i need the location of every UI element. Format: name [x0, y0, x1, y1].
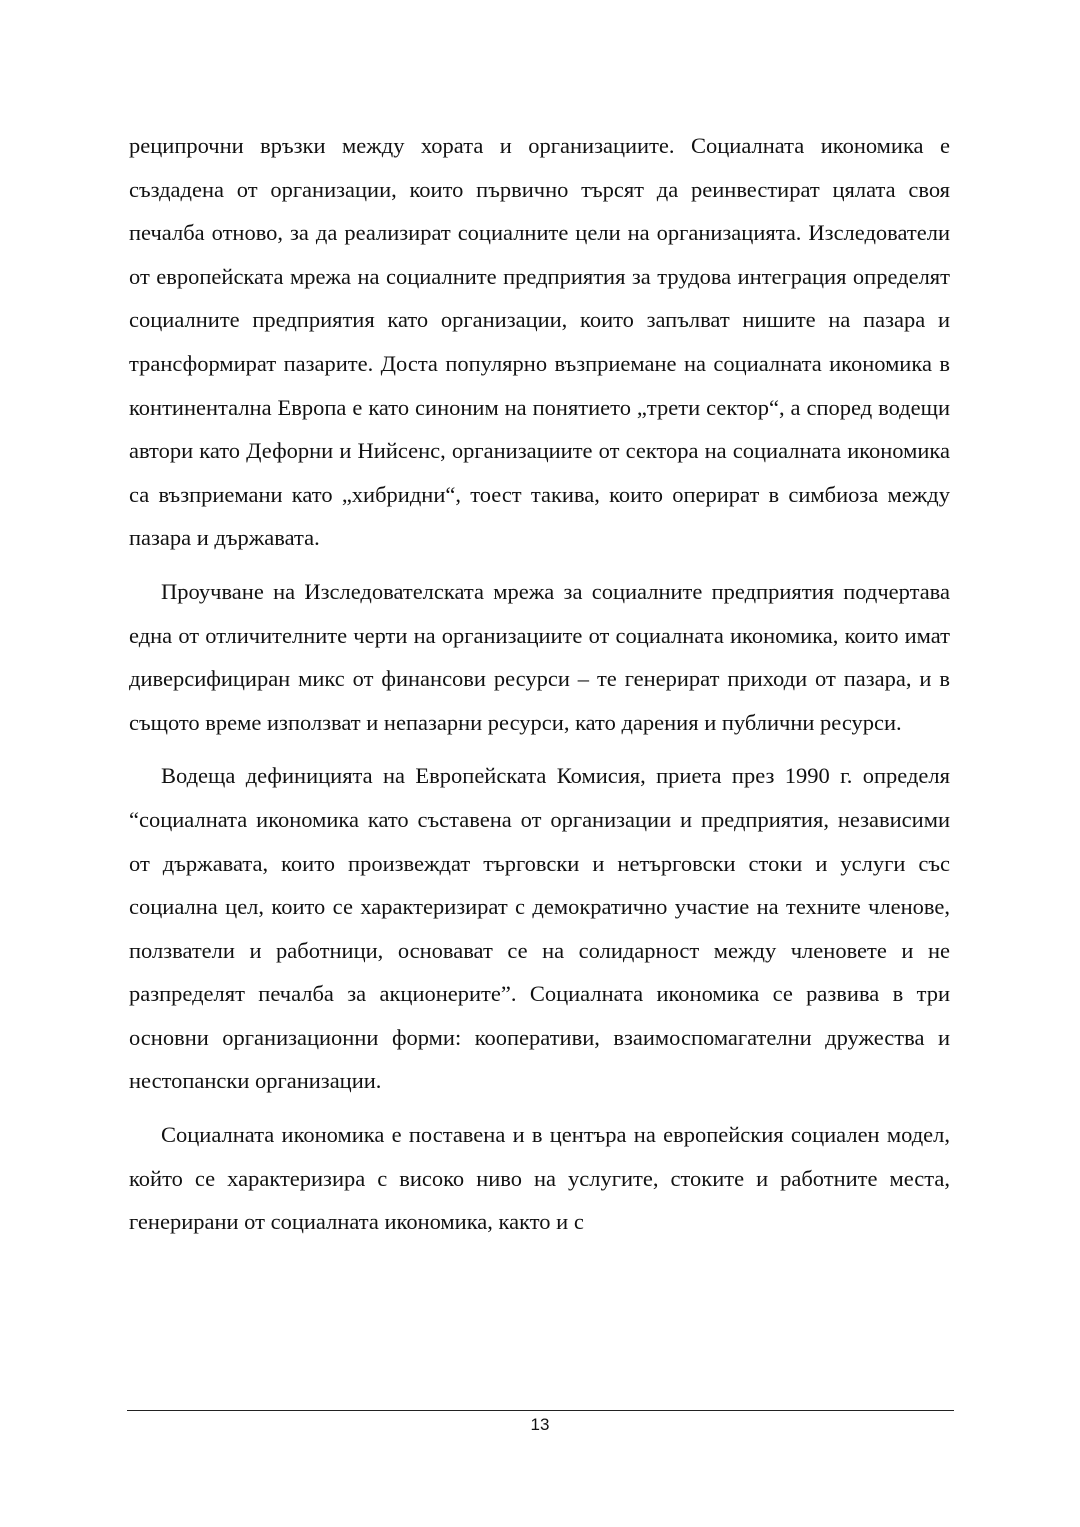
- footer-divider: [127, 1410, 954, 1411]
- paragraph-4: Социалната икономика е поставена и в центъра на европейския социален модел, който се характеризира с високо ниво на услугите, стоките и работните места, генерирани от социалната икономика, както и с: [129, 1122, 950, 1235]
- paragraph-2: Проучване на Изследователската мрежа за социалните предприятия подчертава една от отличителните черти на организациите от социалната икономика, които имат диверсифициран микс от финансови ресурси – те генерират приходи от пазара, и в същото време използват и непазарни ресурси, като дарения и публични ресурси.: [129, 578, 950, 735]
- page-number: 13: [530, 1415, 550, 1434]
- paragraph-3: Водеща дефиницията на Европейската Комисия, приета през 1990 г. определя “социалната икономика като съставена от организации и предприятия, независими от държавата, които произвеждат търговски и нетърговски стоки и услуги със социална цел, които се характеризират с демократично участие на техните членове, ползватели и работници, основават се на солидарност между членовете и не разпределят печалба за акционерите”. Социалната икономика се развива в три основни организационни форми: кооперативи, взаимоспомагателни дружества и нестопански организации.: [129, 763, 950, 1094]
- body-text: [129, 124, 950, 1244]
- paragraph-1: реципрочни връзки между хората и организациите. Социалната икономика е създадена от организации, които първично търсят да реинвестират цялата своя печалба отново, за да реализират социалните цели на организацията. Изследователи от европейската мрежа на социалните предприятия за трудова интеграция определят социалните предприятия като организации, които запълват нишите на пазара и трансформират пазарите. Доста популярно възприемане на социалната икономика в континентална Европа е като синоним на понятието „трети сектор“, а според водещи автори като Дефорни и Нийсенс, организациите от сектора на социалната икономика са възприемани като „хибридни“, тоест такива, които оперират в симбиоза между пазара и държавата.: [129, 133, 950, 551]
